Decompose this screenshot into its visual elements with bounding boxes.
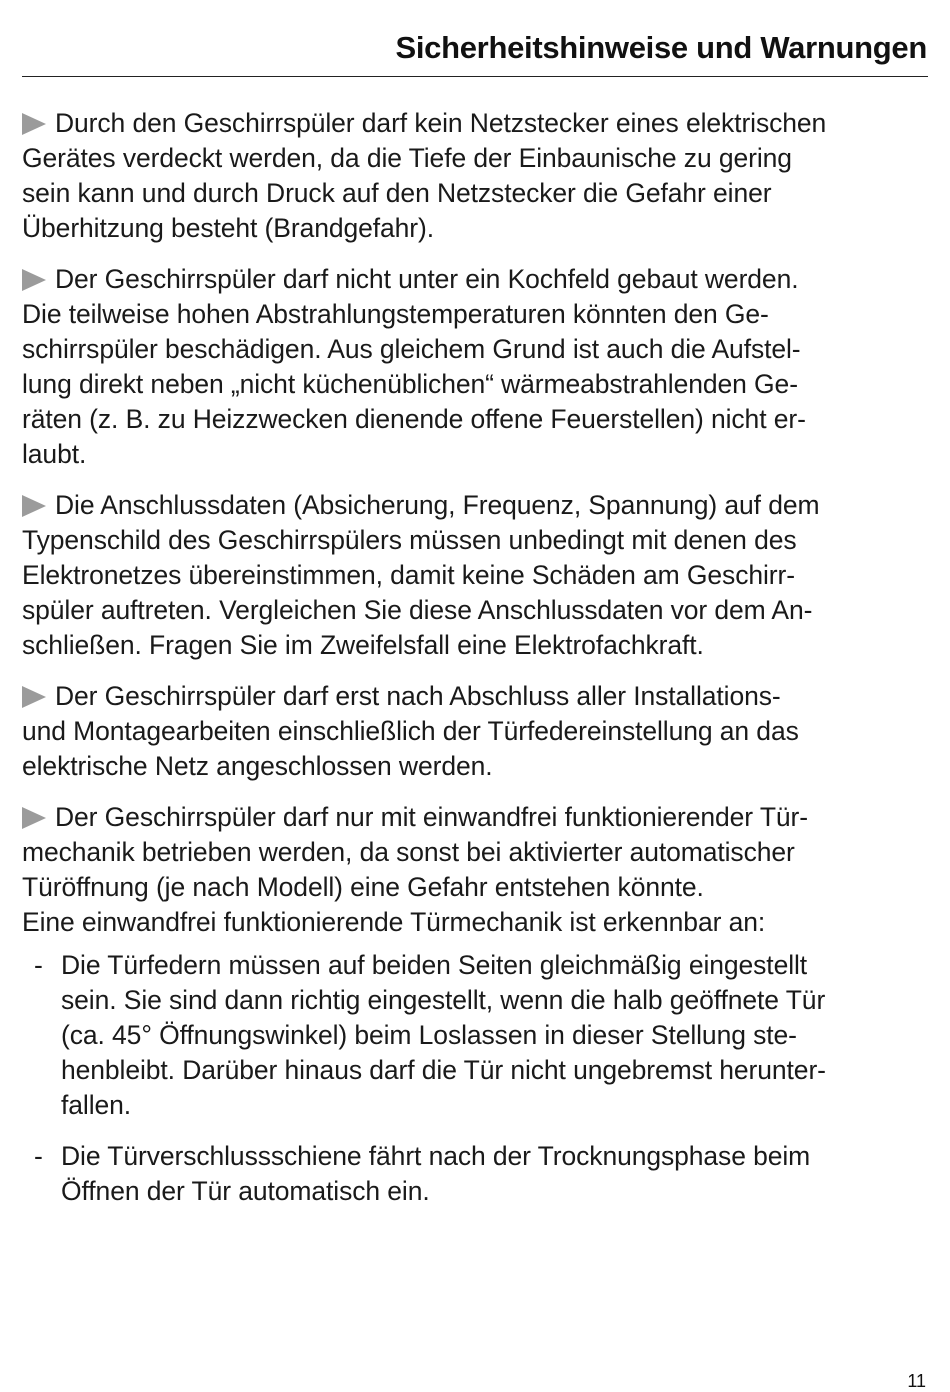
warning-paragraph bbox=[22, 488, 926, 663]
header-divider bbox=[22, 76, 928, 77]
text-line: mechanik betrieben werden, da sonst bei aktivierter automatischer bbox=[22, 837, 795, 867]
text-line: fallen. bbox=[61, 1090, 132, 1120]
dash-marker: - bbox=[34, 950, 43, 980]
text-line: Die Anschlussdaten (Absicherung, Frequenz, Spannung) auf dem bbox=[22, 488, 926, 523]
intro-line: Eine einwandfrei funktionierende Türmechanik ist erkennbar an: bbox=[22, 907, 766, 937]
text-line: henbleibt. Darüber hinaus darf die Tür nicht ungebremst herunter- bbox=[61, 1055, 826, 1085]
dash-marker: - bbox=[34, 1141, 43, 1171]
list-item bbox=[22, 948, 926, 1123]
text-line: lung direkt neben „nicht küchenüblichen“ wärmeabstrahlenden Ge- bbox=[22, 369, 798, 399]
text-line: Die Türfedern müssen auf beiden Seiten gleichmäßig eingestellt bbox=[61, 950, 808, 980]
warning-paragraph bbox=[22, 262, 926, 472]
text-line: Der Geschirrspüler darf erst nach Abschluss aller Installations- bbox=[22, 679, 926, 714]
arrow-right-icon bbox=[22, 807, 46, 829]
arrow-right-icon bbox=[22, 113, 46, 135]
arrow-right-icon bbox=[22, 495, 46, 517]
text-line: Die Türverschlussschiene fährt nach der Trocknungsphase beim bbox=[61, 1141, 811, 1171]
text-line: Öffnen der Tür automatisch ein. bbox=[61, 1176, 430, 1206]
text-line: Elektronetzes übereinstimmen, damit keine Schäden am Geschirr- bbox=[22, 560, 795, 590]
text-line: elektrische Netz angeschlossen werden. bbox=[22, 751, 493, 781]
warning-paragraph bbox=[22, 106, 926, 246]
text-line: schließen. Fragen Sie im Zweifelsfall eine Elektrofachkraft. bbox=[22, 630, 704, 660]
warning-paragraph bbox=[22, 679, 926, 784]
text-line: laubt. bbox=[22, 439, 87, 469]
text-line: schirrspüler beschädigen. Aus gleichem Grund ist auch die Aufstel- bbox=[22, 334, 801, 364]
arrow-right-icon bbox=[22, 686, 46, 708]
text-line: Überhitzung besteht (Brandgefahr). bbox=[22, 213, 435, 243]
text-line: räten (z. B. zu Heizzwecken dienende offene Feuerstellen) nicht er- bbox=[22, 404, 806, 434]
text-line: Durch den Geschirrspüler darf kein Netzstecker eines elektrischen bbox=[22, 106, 926, 141]
text-line: Der Geschirrspüler darf nicht unter ein Kochfeld gebaut werden. bbox=[22, 262, 926, 297]
text-line: sein kann und durch Druck auf den Netzstecker die Gefahr einer bbox=[22, 178, 772, 208]
text-line: spüler auftreten. Vergleichen Sie diese Anschlussdaten vor dem An- bbox=[22, 595, 813, 625]
document-body bbox=[22, 106, 926, 1225]
page-title: Sicherheitshinweise und Warnungen bbox=[395, 30, 927, 65]
warning-paragraph bbox=[22, 800, 926, 940]
text-line: Türöffnung (je nach Modell) eine Gefahr entstehen könnte. bbox=[22, 872, 704, 902]
page-number: 11 bbox=[907, 1371, 926, 1391]
text-line: Der Geschirrspüler darf nur mit einwandfrei funktionierender Tür- bbox=[22, 800, 926, 835]
text-line: Die teilweise hohen Abstrahlungstemperaturen könnten den Ge- bbox=[22, 299, 769, 329]
text-line: Gerätes verdeckt werden, da die Tiefe der Einbaunische zu gering bbox=[22, 143, 792, 173]
list-item bbox=[22, 1139, 926, 1209]
text-line: und Montagearbeiten einschließlich der Türfedereinstellung an das bbox=[22, 716, 799, 746]
text-line: sein. Sie sind dann richtig eingestellt, wenn die halb geöffnete Tür bbox=[61, 985, 826, 1015]
text-line: Typenschild des Geschirrspülers müssen unbedingt mit denen des bbox=[22, 525, 797, 555]
text-line: (ca. 45° Öffnungswinkel) beim Loslassen in dieser Stellung ste- bbox=[61, 1020, 797, 1050]
arrow-right-icon bbox=[22, 269, 46, 291]
